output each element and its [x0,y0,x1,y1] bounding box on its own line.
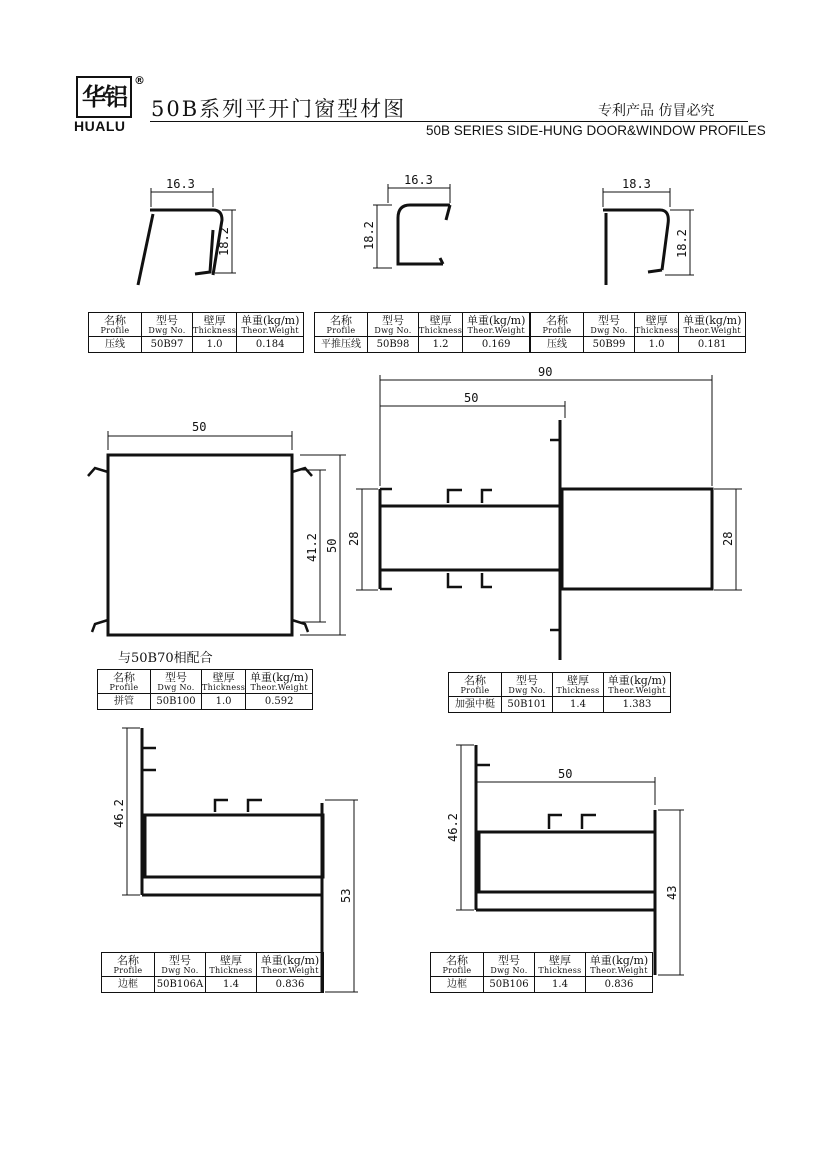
dim-50b98-width: 16.3 [404,173,433,187]
cell-dwg: 50B106 [484,977,535,993]
cell-dwg: 50B106A [155,977,206,993]
header-name: 名称 Profile [449,673,502,697]
dim-50b100-width: 50 [192,420,207,434]
header-weight: 单重(kg/m) Theor.Weight [246,670,313,694]
header-thickness: 壁厚 Thickness [419,314,463,335]
dim-50b106-right-height: 43 [665,885,679,900]
cell-weight: 0.184 [237,337,304,353]
header-dwg: 型号 Dwg No. [151,670,202,694]
dim-50b100-inner-height: 41.2 [305,533,319,562]
cell-name: 拼管 [98,694,151,710]
spec-table-50b106 [430,952,653,993]
cell-dwg: 50B100 [151,694,202,710]
dim-50b97-height: 18.2 [217,227,231,256]
header-name: 名称 Profile [315,313,368,337]
registered-mark: ® [134,74,145,87]
profile-50b101-drawing [356,375,742,660]
cell-thickness: 1.4 [553,697,604,713]
header-thickness: 壁厚 Thickness [202,671,246,692]
cell-weight: 1.383 [604,697,671,713]
header-name: 名称 Profile [102,953,155,977]
cell-thickness: 1.2 [419,337,463,353]
cell-thickness: 1.0 [635,337,679,353]
header-name: 名称 Profile [89,313,142,337]
header-name: 名称 Profile [531,313,584,337]
cell-dwg: 50B98 [368,337,419,353]
header-dwg: 型号 Dwg No. [584,313,635,337]
patent-notice: 专利产品 仿冒必究 [598,103,715,119]
cell-weight: 0.181 [679,337,746,353]
header-dwg: 型号 Dwg No. [502,673,553,697]
header-thickness: 壁厚 Thickness [635,314,679,335]
cell-name: 边框 [431,977,484,993]
header-name: 名称 Profile [431,953,484,977]
cell-weight: 0.592 [246,694,313,710]
page-title-cn: 50B系列平开门窗型材图 [151,97,407,121]
header-dwg: 型号 Dwg No. [368,313,419,337]
header-weight: 单重(kg/m) Theor.Weight [604,673,671,697]
dim-50b100-height: 50 [325,538,339,553]
cell-weight: 0.169 [463,337,530,353]
header-name: 名称 Profile [98,670,151,694]
spec-table-50b98 [314,312,530,353]
logo-cn: 华铝 [82,83,126,111]
logo-text: HUALU [74,118,126,134]
header-weight: 单重(kg/m) Theor.Weight [586,953,653,977]
cell-name: 加强中梃 [449,697,502,713]
profile-note: 与50B70相配合 [118,651,213,666]
cell-weight: 0.836 [257,977,324,993]
cell-thickness: 1.0 [202,694,246,710]
profile-50b98-drawing [373,184,450,268]
spec-table-50b106a [101,952,324,993]
dim-50b101-right-height: 28 [721,531,735,546]
page-title-en: 50B SERIES SIDE-HUNG DOOR&WINDOW PROFILES [426,123,766,138]
dim-50b106-width: 50 [558,767,573,781]
cell-name: 压线 [89,337,142,353]
dim-50b106a-height: 46.2 [112,799,126,828]
dim-50b99-height: 18.2 [675,229,689,258]
spec-table-50b99 [530,312,746,353]
cell-thickness: 1.0 [193,337,237,353]
header-thickness: 壁厚 Thickness [535,953,586,977]
cell-name: 平推压线 [315,337,368,353]
spec-table-50b100 [97,669,313,710]
dim-50b106a-total-height: 53 [339,888,353,903]
header-dwg: 型号 Dwg No. [155,953,206,977]
cell-name: 压线 [531,337,584,353]
header-weight: 单重(kg/m) Theor.Weight [257,953,324,977]
profile-50b100-drawing [88,431,346,635]
header-thickness: 壁厚 Thickness [193,314,237,335]
dim-50b101-left-height: 28 [347,531,361,546]
cell-thickness: 1.4 [535,977,586,993]
cell-dwg: 50B101 [502,697,553,713]
cell-dwg: 50B99 [584,337,635,353]
dim-50b97-width: 16.3 [166,177,195,191]
cell-name: 边框 [102,977,155,993]
dim-50b98-height: 18.2 [362,221,376,250]
dim-50b106-height: 46.2 [446,813,460,842]
cell-thickness: 1.4 [206,977,257,993]
header-weight: 单重(kg/m) Theor.Weight [237,313,304,337]
header-weight: 单重(kg/m) Theor.Weight [463,313,530,337]
cell-dwg: 50B97 [142,337,193,353]
header-dwg: 型号 Dwg No. [142,313,193,337]
spec-table-50b101 [448,672,671,713]
dim-50b99-width: 18.3 [622,177,651,191]
header-thickness: 壁厚 Thickness [206,953,257,977]
cell-weight: 0.836 [586,977,653,993]
dim-50b101-total-width: 90 [538,365,553,379]
header-weight: 单重(kg/m) Theor.Weight [679,313,746,337]
header-thickness: 壁厚 Thickness [553,673,604,697]
header-dwg: 型号 Dwg No. [484,953,535,977]
spec-table-50b97 [88,312,304,353]
dim-50b101-width: 50 [464,391,479,405]
